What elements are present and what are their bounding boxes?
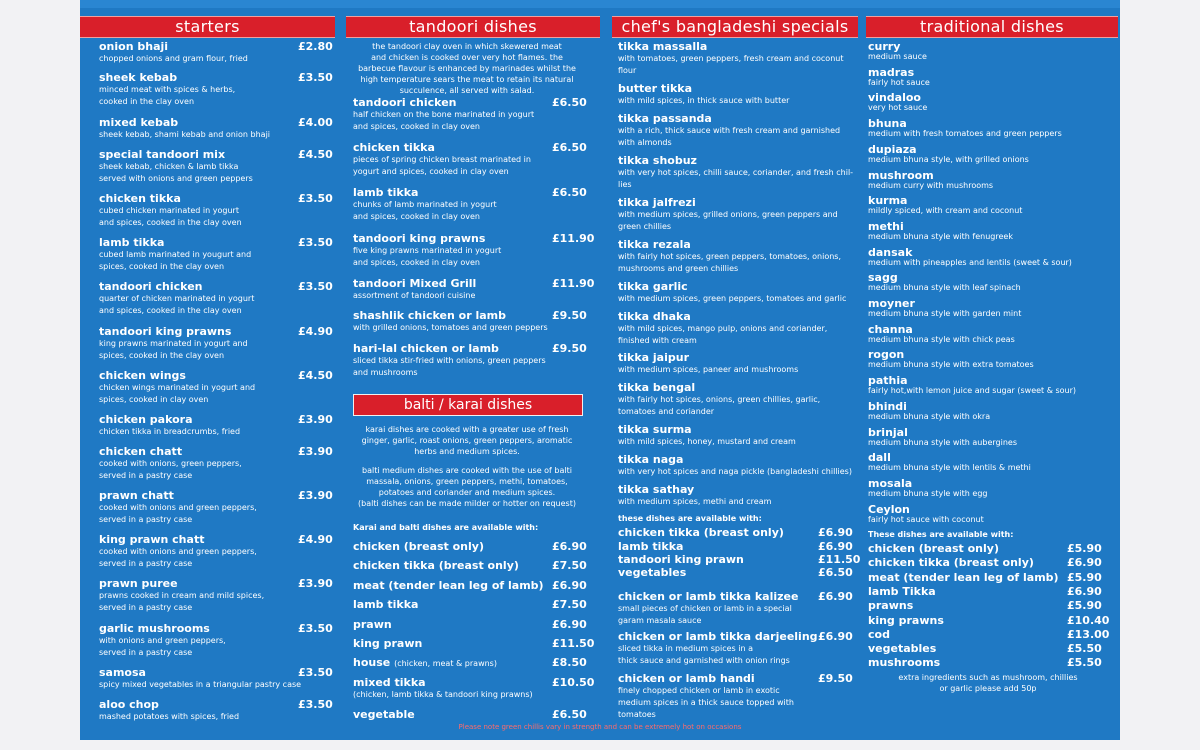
option-name: chicken (breast only) (868, 542, 999, 555)
item-price: £6.90 (818, 630, 853, 643)
item-name: mosala (868, 476, 913, 490)
option-price: £6.90 (552, 618, 587, 631)
item-description: with mild spices, in thick sauce with butter (618, 96, 790, 105)
option-price: £5.50 (1067, 642, 1102, 656)
item-name: chicken pakora (99, 413, 193, 426)
item-description: with onions and green peppers, served in a pastry case (99, 636, 226, 657)
item-description: small pieces of chicken or lamb in a special garam masala sauce (618, 604, 792, 625)
item-name: vindaloo (868, 91, 921, 105)
item-description: with very hot spices and naga pickle (bangladeshi chillies) (618, 467, 852, 476)
item-description: medium bhuna style with okra (868, 411, 991, 421)
item-price: £3.90 (298, 413, 333, 426)
tandoori-header: tandoori dishes (346, 16, 600, 38)
item-price: £3.50 (298, 698, 333, 711)
option-price: £5.90 (1067, 570, 1102, 584)
item-price: £6.50 (552, 141, 587, 154)
item-name: tikka naga (618, 453, 684, 466)
option-price: £5.90 (1067, 542, 1102, 555)
option-name: lamb tikka (618, 540, 684, 553)
item-description: medium bhuna style with garden mint (868, 309, 1022, 318)
item-name: prawn chatt (99, 489, 174, 502)
item-description: chicken tikka in breadcrumbs, fried (99, 427, 241, 436)
option-row (868, 613, 1110, 627)
item-description: chunks of lamb marinated in yogurt and spices, cooked in clay oven (353, 200, 497, 221)
option-row (618, 526, 853, 539)
item-description: five king prawns marinated in yogurt and spices, cooked in clay oven (353, 246, 502, 267)
item-description: medium bhuna style, with grilled onions (868, 154, 1029, 164)
item-name: tikka massalla (618, 40, 708, 53)
item-name: tikka jaipur (618, 351, 690, 364)
item-price: £9.50 (818, 672, 853, 685)
item-description: medium bhuna style with egg (868, 488, 988, 498)
option-price: £6.50 (818, 566, 853, 579)
item-description: finely chopped chicken or lamb in exotic medium spices in a thick sauce topped with tomatoes (618, 686, 794, 719)
option-name: vegetables (618, 566, 687, 579)
item-description: with medium spices, paneer and mushrooms (618, 365, 799, 374)
option-row (618, 566, 853, 579)
tandoori-intro: the tandoori clay oven in which skewered meat and chicken is cooked over very hot flames. the barbecue flavour is enhanced by marinades whilst the high temperature sears the meat to retain its natural succulence, all served with salad. (358, 42, 576, 95)
option-name: meat (tender lean leg of lamb) (353, 579, 544, 592)
item-name: shashlik chicken or lamb (353, 309, 506, 322)
balti-intro: karai dishes are cooked with a greater use of fresh ginger, garlic, roast onions, green peppers, aromatic herbs and medium spices. (361, 425, 573, 456)
item-description: mashed potatoes with spices, fried (99, 712, 240, 721)
item-name: bhindi (868, 399, 907, 413)
option-row (353, 618, 587, 631)
option-price: £13.00 (1067, 627, 1110, 641)
option-row (868, 542, 1103, 555)
item-name: lamb tikka (99, 236, 165, 249)
starters-header: starters (80, 16, 335, 38)
item-price: £3.50 (298, 71, 333, 84)
item-description: medium bhuna style with lentils & methi (868, 463, 1031, 473)
item-description: cooked with onions, green peppers, served in a pastry case (99, 459, 242, 480)
option-price: £6.90 (818, 526, 853, 539)
option-price: £7.50 (552, 598, 587, 611)
option-name: meat (tender lean leg of lamb) (868, 570, 1059, 584)
option-price: £11.50 (818, 553, 861, 566)
option-price: £6.90 (552, 579, 587, 592)
item-name: tikka sathay (618, 483, 695, 496)
item-description: fairly hot sauce with coconut (868, 514, 984, 524)
option-row (868, 585, 1103, 598)
item-price: £9.50 (552, 309, 587, 322)
item-description: cubed chicken marinated in yogurt and spices, cooked in the clay oven (99, 206, 242, 227)
option-row (868, 556, 1103, 569)
item-description: half chicken on the bone marinated in yogurt and spices, cooked in clay oven (353, 110, 535, 131)
item-price: £4.50 (298, 148, 333, 161)
top-border (80, 0, 1120, 8)
item-name: methi (868, 219, 904, 233)
option-name: king prawn (353, 637, 423, 650)
item-description: medium bhuna style with leaf spinach (868, 283, 1021, 293)
option-name: lamb tikka (353, 598, 419, 611)
item-description: medium bhuna style with fenugreek (868, 231, 1013, 241)
balti-header: balti / karai dishes (353, 394, 583, 416)
item-price: £3.50 (298, 236, 333, 249)
item-description: minced meat with spices & herbs, cooked in the clay oven (99, 85, 236, 106)
item-name: tikka jalfrezi (618, 196, 696, 209)
item-name: onion bhaji (99, 40, 169, 53)
item-price: £4.50 (298, 369, 333, 382)
item-price: £4.00 (298, 116, 333, 129)
item-name: tikka rezala (618, 238, 691, 251)
item-price: £6.50 (552, 96, 587, 109)
option-row (353, 708, 587, 721)
option-price: £5.50 (1067, 656, 1102, 670)
item-name: king prawn chatt (99, 533, 205, 546)
availability-note: These dishes are available with: (868, 530, 1014, 539)
availability-note: Karai and balti dishes are available with: (353, 523, 539, 532)
item-name: tikka bengal (618, 381, 696, 394)
option-row (618, 553, 861, 566)
option-name: chicken tikka (breast only) (868, 556, 1034, 570)
option-row (868, 642, 1103, 655)
option-name: prawn (353, 618, 392, 631)
item-description: medium curry with mushrooms (868, 180, 994, 190)
item-name: lamb tikka (353, 186, 419, 199)
item-price: £3.50 (298, 666, 333, 679)
option-price: £8.50 (552, 656, 587, 669)
item-description: sheek kebab, shami kebab and onion bhaji (99, 130, 271, 139)
option-price: £10.50 (552, 676, 595, 689)
option-name: tandoori king prawn (618, 553, 744, 566)
item-name: prawn puree (99, 577, 178, 590)
menu-page (80, 0, 1120, 740)
option-row (868, 599, 1103, 612)
item-name: channa (868, 322, 913, 336)
item-description: with tomatoes, green peppers, fresh cream and coconut flour (618, 54, 844, 75)
option-row (868, 571, 1103, 584)
item-description: cubed lamb marinated in yougurt and spices, cooked in the clay oven (99, 250, 252, 271)
option-name: chicken (breast only) (353, 540, 484, 553)
item-description: with medium spices, grilled onions, green peppers and green chillies (618, 210, 838, 231)
item-name: chicken tikka (99, 192, 181, 205)
option-price: £10.40 (1067, 613, 1110, 627)
item-name: samosa (99, 666, 146, 679)
item-name: pathia (868, 374, 908, 388)
item-name: dupiaza (868, 142, 917, 156)
item-price: £6.90 (818, 590, 853, 603)
option-row (353, 676, 595, 699)
option-row (353, 656, 587, 669)
item-name: special tandoori mix (99, 148, 226, 161)
option-name: house (353, 656, 391, 669)
item-price: £11.90 (552, 277, 595, 290)
item-price: £3.50 (298, 192, 333, 205)
item-name: moyner (868, 297, 915, 310)
item-price: £3.50 (298, 280, 333, 293)
item-price: £3.90 (298, 489, 333, 502)
item-name: sheek kebab (99, 71, 178, 84)
item-name: chicken or lamb handi (618, 672, 755, 685)
item-name: brinjal (868, 425, 908, 439)
chef-specials-header: chef's bangladeshi specials (612, 16, 858, 38)
item-name: mixed kebab (99, 116, 179, 129)
item-description: prawns cooked in cream and mild spices, served in a pastry case (99, 591, 265, 612)
item-name: tikka surma (618, 423, 692, 436)
item-description: medium bhuna style with chick peas (868, 334, 1015, 344)
option-row (868, 656, 1103, 669)
item-description: sliced tikka in medium spices in a thick sauce and garnished with onion rings (618, 644, 790, 665)
item-name: tikka passanda (618, 112, 712, 125)
item-price: £9.50 (552, 342, 587, 355)
balti-intro: balti medium dishes are cooked with the use of balti massala, onions, green peppers, methi, tomatoes, potatoes and coriander and medium spices. (balti dishes can be made milder or hotter on request) (358, 466, 576, 508)
item-name: dansak (868, 245, 913, 259)
item-description: medium sauce (868, 52, 927, 61)
item-description: sheek kebab, chicken & lamb tikka served with onions and green peppers (99, 162, 253, 183)
availability-note: these dishes are available with: (618, 514, 762, 523)
item-name: kurma (868, 194, 908, 208)
item-description: sliced tikka stir-fried with onions, green peppers and mushrooms (353, 356, 546, 377)
item-description: cooked with onions and green peppers, served in a pastry case (99, 503, 257, 524)
option-name: vegetable (353, 708, 415, 721)
item-price: £3.50 (298, 622, 333, 635)
item-name: chicken wings (99, 369, 186, 382)
item-description: medium with pineapples and lentils (sweet & sour) (868, 257, 1072, 267)
option-row (353, 598, 587, 611)
option-name: lamb Tikka (868, 584, 936, 598)
item-name: tikka dhaka (618, 310, 691, 323)
option-price: £6.90 (552, 540, 587, 553)
option-price: £6.90 (1067, 584, 1102, 598)
option-price: £5.90 (1067, 599, 1102, 613)
item-description: medium bhuna style with aubergines (868, 437, 1017, 447)
item-description: with fairly hot spices, green peppers, tomatoes, onions, mushrooms and green chillies (618, 252, 841, 273)
item-name: hari-lal chicken or lamb (353, 342, 499, 355)
item-name: butter tikka (618, 82, 693, 95)
option-price: £6.90 (1067, 556, 1102, 570)
item-description: with mild spices, mango pulp, onions and coriander, finished with cream (618, 324, 828, 345)
item-name: curry (868, 40, 901, 53)
item-description: medium bhuna style with extra tomatoes (868, 360, 1034, 370)
item-price: £4.90 (298, 325, 333, 338)
item-description: king prawns marinated in yogurt and spices, cooked in the clay oven (99, 339, 248, 360)
option-name: mixed tikka (353, 676, 426, 689)
item-name: chicken tikka (353, 141, 435, 154)
option-row (353, 540, 587, 553)
option-note: (chicken, lamb tikka & tandoori king prawns) (353, 690, 533, 699)
option-note: (chicken, meat & prawns) (394, 659, 497, 668)
option-price: £6.50 (552, 708, 587, 721)
option-row (353, 559, 587, 572)
item-name: tikka garlic (618, 280, 688, 293)
option-price: £7.50 (552, 559, 587, 572)
item-name: chicken or lamb tikka kalizee (618, 590, 799, 603)
item-price: £3.90 (298, 445, 333, 458)
item-description: fairly hot sauce (868, 77, 930, 87)
item-name: chicken or lamb tikka darjeeling (618, 630, 818, 643)
option-name: chicken tikka (breast only) (353, 559, 519, 572)
option-row (353, 579, 587, 592)
item-name: tandoori chicken (353, 96, 457, 109)
item-name: garlic mushrooms (99, 622, 210, 635)
item-description: cooked with onions and green peppers, served in a pastry case (99, 547, 257, 568)
item-description: mildly spiced, with cream and coconut (868, 206, 1023, 216)
item-description: with fairly hot spices, onions, green chillies, garlic, tomatoes and coriander (618, 395, 821, 416)
option-price: £6.90 (818, 540, 853, 553)
item-description: with medium spices, green peppers, tomatoes and garlic (618, 294, 847, 303)
extra-ingredients-note: extra ingredients such as mushroom, chillies or garlic please add 50p (898, 673, 1078, 693)
option-name: cod (868, 627, 890, 641)
option-name: prawns (868, 599, 914, 613)
option-name: chicken tikka (breast only) (618, 526, 784, 539)
item-description: with grilled onions, tomatoes and green peppers (353, 323, 548, 332)
option-name: mushrooms (868, 656, 941, 670)
item-name: tandoori king prawns (353, 232, 486, 245)
footer-note: Please note green chillis vary in strength and can be extremely hot on occasions (458, 723, 742, 731)
item-description: assortment of tandoori cuisine (353, 291, 476, 300)
item-description: very hot sauce (868, 103, 928, 113)
option-name: vegetables (868, 642, 937, 656)
item-name: mushroom (868, 168, 934, 182)
item-description: chopped onions and gram flour, fried (99, 54, 248, 63)
item-name: chicken chatt (99, 445, 183, 458)
item-price: £3.90 (298, 577, 333, 590)
item-name: sagg (868, 271, 898, 285)
item-name: aloo chop (99, 698, 159, 711)
traditional-header: traditional dishes (866, 16, 1118, 38)
item-description: quarter of chicken marinated in yogurt and spices, cooked in the clay oven (99, 294, 255, 315)
option-row (868, 627, 1110, 641)
item-description: medium with fresh tomatoes and green peppers (868, 129, 1062, 139)
item-description: pieces of spring chicken breast marinated in yogurt and spices, cooked in clay oven (353, 155, 531, 176)
item-name: dall (868, 451, 891, 465)
item-name: tikka shobuz (618, 154, 697, 167)
item-description: spicy mixed vegetables in a triangular pastry case (99, 680, 302, 689)
item-description: chicken wings marinated in yogurt and spices, cooked in clay oven (99, 383, 256, 404)
item-price: £6.50 (552, 186, 587, 199)
item-description: with mild spices, honey, mustard and cream (618, 437, 796, 446)
item-description: with medium spices, methi and cream (618, 497, 772, 506)
option-row (618, 540, 853, 553)
item-name: tandoori king prawns (99, 325, 232, 338)
item-price: £4.90 (298, 533, 333, 546)
item-description: fairly hot,with lemon juice and sugar (sweet & sour) (868, 386, 1077, 396)
option-row (353, 637, 595, 650)
item-description: with very hot spices, chilli sauce, coriander, and fresh chil- lies (618, 168, 854, 189)
option-name: king prawns (868, 613, 944, 627)
item-price: £2.80 (298, 40, 333, 53)
item-name: rogon (868, 348, 905, 362)
item-name: madras (868, 65, 915, 79)
item-name: bhuna (868, 117, 907, 131)
item-name: Ceylon (868, 502, 910, 516)
item-name: tandoori Mixed Grill (353, 277, 477, 290)
option-price: £11.50 (552, 637, 595, 650)
item-description: with a rich, thick sauce with fresh cream and garnished with almonds (618, 126, 841, 147)
item-name: tandoori chicken (99, 280, 203, 293)
item-price: £11.90 (552, 232, 595, 245)
